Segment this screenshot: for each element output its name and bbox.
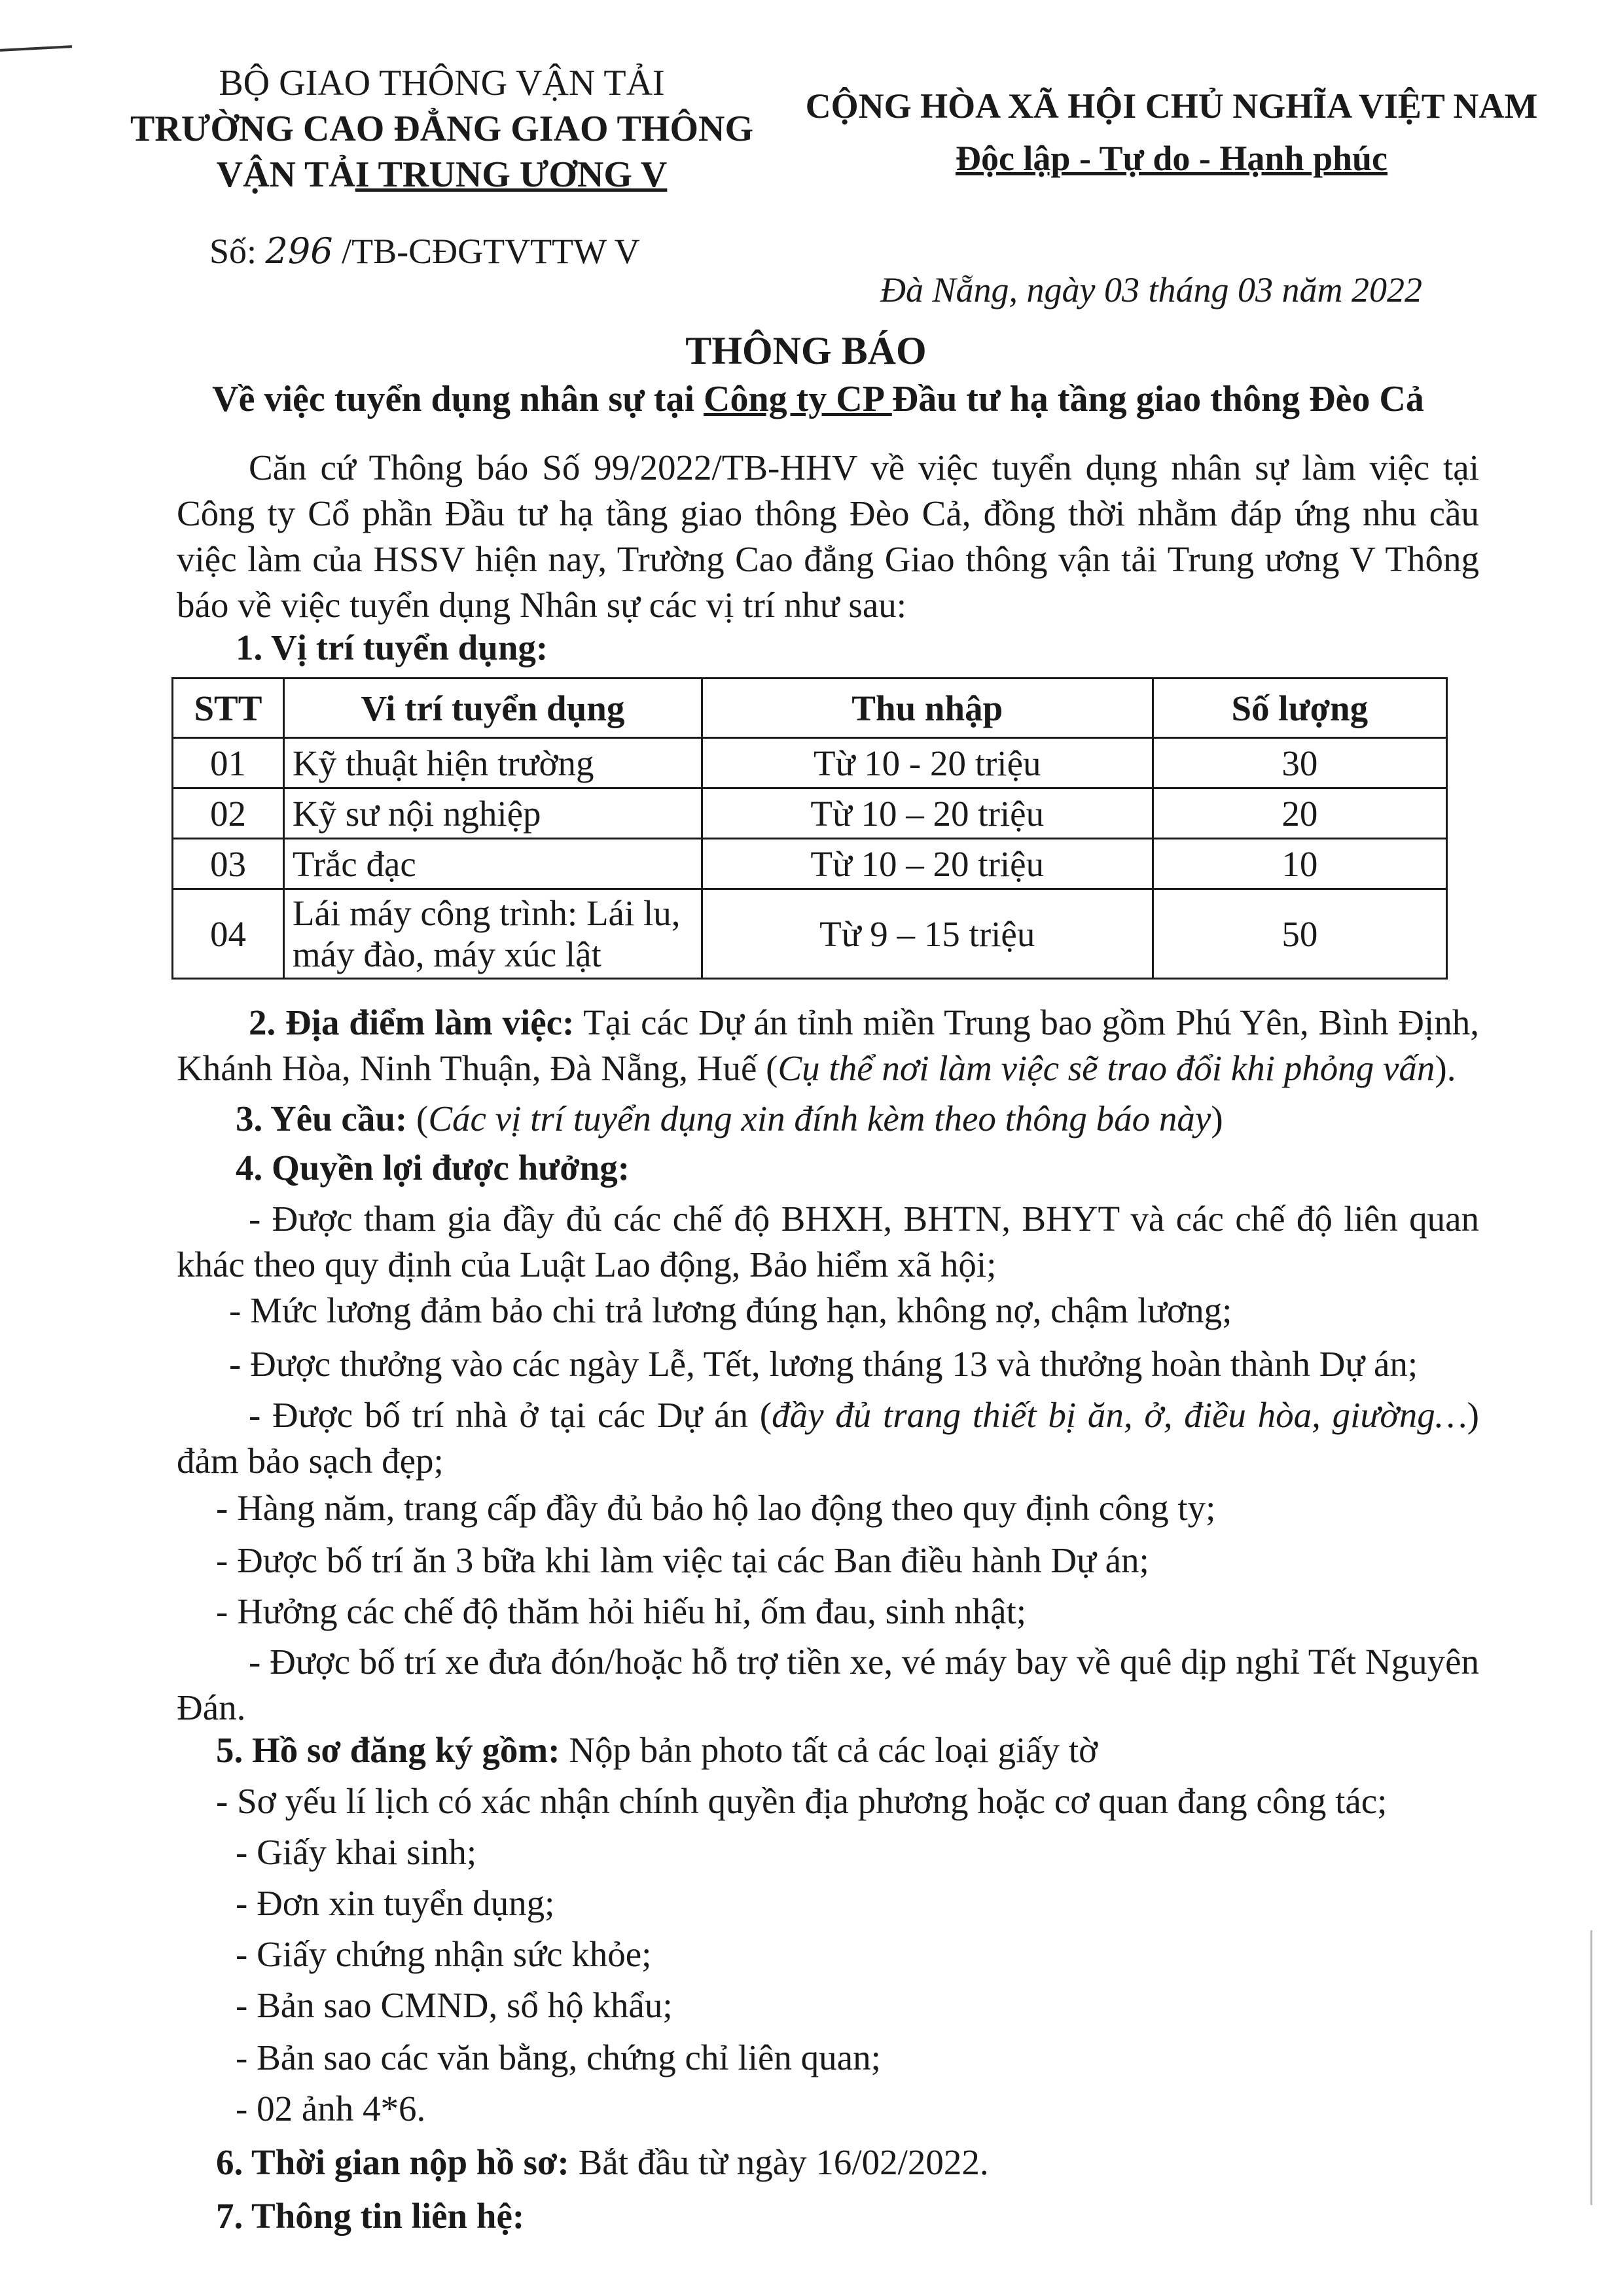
table-row xyxy=(173,889,1447,979)
section-5-documents: 5. Hồ sơ đăng ký gồm: Nộp bản photo tất cả các loại giấy tờ xyxy=(216,1730,1098,1770)
cell-quantity: 20 xyxy=(1153,788,1446,839)
table-row xyxy=(173,738,1447,788)
document-title: THÔNG BÁO xyxy=(685,329,927,372)
intro-paragraph: Căn cứ Thông báo Số 99/2022/TB-HHV về việc tuyển dụng nhân sự làm việc tại Công ty Cổ phần Đầu tư hạ tầng giao thông Đèo Cả, đồng thời nhằm đáp ứng nhu cầu việc làm của HSSV hiện nay, Trường Cao đẳng Giao thông vận tải Trung ương V Thông báo về việc tuyển dụng Nhân sự các vị trí như sau: xyxy=(177,448,1479,625)
benefit-item: - Được bố trí nhà ở tại các Dự án (đầy đủ trang thiết bị ăn, ở, điều hòa, giường…) đảm bảo sạch đẹp; xyxy=(177,1395,1479,1481)
section-4-heading: 4. Quyền lợi được hưởng: xyxy=(236,1148,630,1188)
cell-position: Trắc đạc xyxy=(283,839,702,889)
section-2-workplace: 2. Địa điểm làm việc: Tại các Dự án tỉnh miền Trung bao gồm Phú Yên, Bình Định, Khánh Hòa, Ninh Thuận, Đà Nẵng, Huế (Cụ thể nơi làm việc sẽ trao đổi khi phỏng vấn). xyxy=(177,1002,1479,1088)
cell-income: Từ 9 – 15 triệu xyxy=(702,889,1153,979)
table-row xyxy=(173,788,1447,839)
section-1-heading: 1. Vị trí tuyển dụng: xyxy=(236,627,548,667)
column-header-stt: STT xyxy=(173,679,284,738)
document-date: Đà Nẵng, ngày 03 tháng 03 năm 2022 xyxy=(880,270,1422,309)
scan-edge-mark xyxy=(1590,1930,1592,2205)
cell-stt: 03 xyxy=(173,839,284,889)
benefit-item: - Được tham gia đầy đủ các chế độ BHXH, BHTN, BHYT và các chế độ liên quan khác theo quy định của Luật Lao động, Bảo hiểm xã hội; xyxy=(177,1199,1479,1284)
scan-mark xyxy=(0,45,72,52)
cell-quantity: 10 xyxy=(1153,839,1446,889)
section-3-requirements: 3. Yêu cầu: (Các vị trí tuyển dụng xin đính kèm theo thông báo này) xyxy=(236,1099,1223,1139)
cell-stt: 01 xyxy=(173,738,284,788)
document-item: - Giấy khai sinh; xyxy=(236,1832,477,1872)
cell-quantity: 30 xyxy=(1153,738,1446,788)
cell-position: Kỹ sư nội nghiệp xyxy=(283,788,702,839)
issuer-header xyxy=(98,60,785,198)
document-item: - Giấy chứng nhận sức khỏe; xyxy=(236,1934,652,1974)
column-header-income: Thu nhập xyxy=(702,679,1153,738)
document-number: Số: 296 /TB-CĐGTVTTW V xyxy=(209,230,640,272)
column-header-position: Vi trí tuyển dụng xyxy=(283,679,702,738)
cell-position: Lái máy công trình: Lái lu, máy đào, máy xúc lật xyxy=(283,889,702,979)
benefit-item: - Được bố trí xe đưa đón/hoặc hỗ trợ tiền xe, vé máy bay về quê dịp nghỉ Tết Nguyên Đán. xyxy=(177,1642,1479,1727)
section-6-deadline: 6. Thời gian nộp hồ sơ: Bắt đầu từ ngày 16/02/2022. xyxy=(216,2142,989,2182)
national-header xyxy=(785,80,1558,185)
benefit-item: - Được bố trí ăn 3 bữa khi làm việc tại các Ban điều hành Dự án; xyxy=(216,1540,1149,1580)
document-item: - Bản sao CMND, sổ hộ khẩu; xyxy=(236,1985,673,2025)
school-name-line2: VẬN TẢI TRUNG ƯƠNG V xyxy=(216,154,668,195)
cell-quantity: 50 xyxy=(1153,889,1446,979)
document-item: - Bản sao các văn bằng, chứng chỉ liên quan; xyxy=(236,2038,881,2077)
country-name: CỘNG HÒA XÃ HỘI CHỦ NGHĨA VIỆT NAM xyxy=(805,86,1538,126)
handwritten-number: 296 xyxy=(265,230,333,272)
document-item: - Sơ yếu lí lịch có xác nhận chính quyền địa phương hoặc cơ quan đang công tác; xyxy=(216,1781,1388,1821)
benefit-item: - Mức lương đảm bảo chi trả lương đúng hạn, không nợ, chậm lương; xyxy=(229,1290,1232,1330)
section-7-heading: 7. Thông tin liên hệ: xyxy=(216,2196,525,2236)
cell-stt: 04 xyxy=(173,889,284,979)
document-item: - 02 ảnh 4*6. xyxy=(236,2089,426,2128)
cell-income: Từ 10 - 20 triệu xyxy=(702,738,1153,788)
cell-position: Kỹ thuật hiện trường xyxy=(283,738,702,788)
cell-income: Từ 10 – 20 triệu xyxy=(702,839,1153,889)
cell-income: Từ 10 – 20 triệu xyxy=(702,788,1153,839)
column-header-quantity: Số lượng xyxy=(1153,679,1446,738)
school-name-line1: TRƯỜNG CAO ĐẲNG GIAO THÔNG xyxy=(130,109,754,149)
document-subtitle: Về việc tuyển dụng nhân sự tại Công ty CP Đầu tư hạ tầng giao thông Đèo Cả xyxy=(212,379,1424,419)
benefit-item: - Hưởng các chế độ thăm hỏi hiếu hỉ, ốm đau, sinh nhật; xyxy=(216,1591,1027,1631)
ministry-name: BỘ GIAO THÔNG VẬN TẢI xyxy=(219,63,665,103)
benefit-item: - Được thưởng vào các ngày Lễ, Tết, lương tháng 13 và thưởng hoàn thành Dự án; xyxy=(229,1344,1418,1384)
positions-table xyxy=(171,677,1448,980)
table-row xyxy=(173,839,1447,889)
motto: Độc lập - Tự do - Hạnh phúc xyxy=(955,139,1388,178)
table-header-row xyxy=(173,679,1447,738)
benefit-item: - Hàng năm, trang cấp đầy đủ bảo hộ lao động theo quy định công ty; xyxy=(216,1488,1216,1528)
document-item: - Đơn xin tuyển dụng; xyxy=(236,1883,555,1923)
cell-stt: 02 xyxy=(173,788,284,839)
